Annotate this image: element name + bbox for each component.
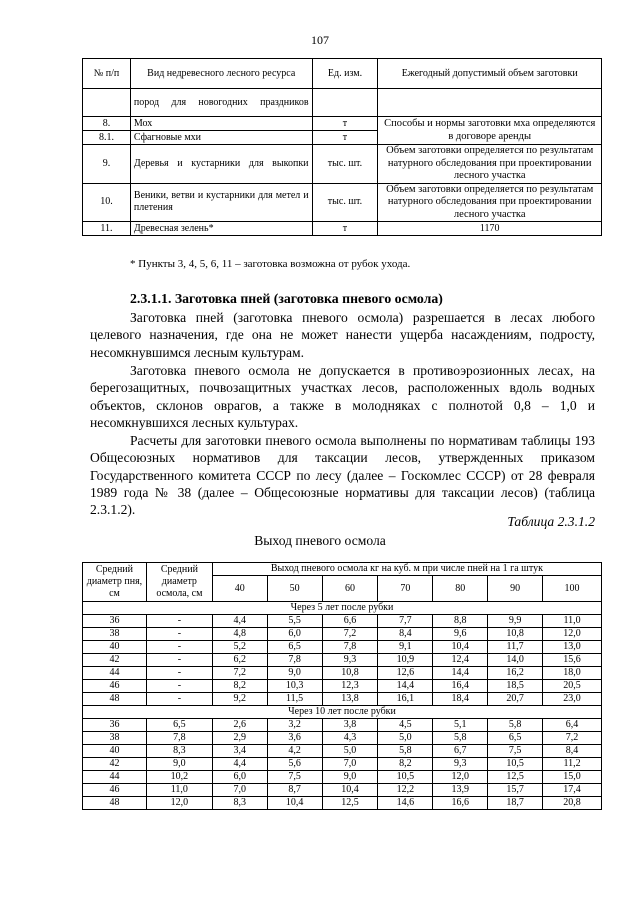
table-cell: - [146, 628, 212, 641]
table-cell: 5,8 [433, 732, 488, 745]
table-cell: - [146, 654, 212, 667]
col-header-resin-diameter: Средний диаметр осмола, см [146, 563, 212, 602]
table-cell: 13,8 [322, 693, 378, 706]
table-cell: Мох [130, 117, 312, 131]
table-cell: 18,4 [433, 693, 488, 706]
table-cell: - [146, 680, 212, 693]
table-cell: 20,8 [543, 797, 602, 810]
table-cell: 44 [83, 667, 147, 680]
table-cell: 6,0 [212, 771, 267, 784]
table-cell: 3,8 [322, 719, 378, 732]
table-label: Таблица 2.3.1.2 [507, 514, 595, 529]
table-cell: 9,0 [146, 758, 212, 771]
table-cell: 4,2 [267, 745, 322, 758]
table-cell: 8,8 [433, 615, 488, 628]
table-cell: 16,4 [433, 680, 488, 693]
table-row [83, 797, 602, 810]
table-cell: 14,0 [488, 654, 543, 667]
table-cell: 3,4 [212, 745, 267, 758]
table-cell: 7,5 [267, 771, 322, 784]
table-row [83, 784, 602, 797]
table-cell: 9,9 [488, 615, 543, 628]
table-cell: 12,2 [378, 784, 433, 797]
table-cell: 38 [83, 628, 147, 641]
table-cell: 18,7 [488, 797, 543, 810]
table-cell: 7,0 [322, 758, 378, 771]
table-cell: 1170 [378, 222, 602, 236]
table-cell: 10,4 [433, 641, 488, 654]
table-cell: 7,8 [267, 654, 322, 667]
table-title: Выход пневого осмола [254, 533, 386, 548]
table-cell: 42 [83, 758, 147, 771]
table-cell: 18,0 [543, 667, 602, 680]
col-header-count: 50 [267, 576, 322, 602]
page-number: 107 [311, 33, 329, 47]
paragraph: Заготовка пневого осмола не допускается в противоэрозионных лесах, на берегозащитных, почвозащитных участках лесов, расположенных вдоль водных объектов, склонов оврагов, а также в молодняках с полнотой 0,8 – 1,0 и несомкнувшихся лесных культурах. [90, 363, 595, 430]
table-cell: 9,3 [433, 758, 488, 771]
footnote: * Пункты 3, 4, 5, 6, 11 – заготовка возможна от рубок ухода. [130, 258, 411, 270]
table-cell: 9,2 [212, 693, 267, 706]
table-cell: 8,2 [212, 680, 267, 693]
table-cell: 14,6 [378, 797, 433, 810]
table-cell: - [146, 667, 212, 680]
table-row [83, 667, 602, 680]
table-cell: 8,3 [146, 745, 212, 758]
table-cell: 12,5 [322, 797, 378, 810]
table-cell: 6,0 [267, 628, 322, 641]
table-cell: 6,5 [146, 719, 212, 732]
table-cell: 7,7 [378, 615, 433, 628]
col-header-count: 80 [433, 576, 488, 602]
table-cell: 3,2 [267, 719, 322, 732]
table-cell: 5,0 [322, 745, 378, 758]
table-cell: 18,5 [488, 680, 543, 693]
table-cell: 14,4 [433, 667, 488, 680]
table-cell: 9,3 [322, 654, 378, 667]
table-cell: 9. [83, 145, 131, 184]
table-cell: 11,2 [543, 758, 602, 771]
table-cell: 11,0 [543, 615, 602, 628]
table-cell: 6,5 [267, 641, 322, 654]
table-cell: 2,6 [212, 719, 267, 732]
col-header-volume: Ежегодный допустимый объем заготовки [378, 59, 602, 89]
table-row [83, 745, 602, 758]
table-cell: 6,4 [543, 719, 602, 732]
table-cell: 9,0 [322, 771, 378, 784]
col-header-count: 70 [378, 576, 433, 602]
col-header-unit: Ед. изм. [312, 59, 378, 89]
table-cell: 14,4 [378, 680, 433, 693]
table-cell: 12,0 [433, 771, 488, 784]
table-cell: 20,7 [488, 693, 543, 706]
table-cell: 5,8 [378, 745, 433, 758]
col-header-count: 40 [212, 576, 267, 602]
table-row [83, 654, 602, 667]
table-cell: 13,9 [433, 784, 488, 797]
table-cell: т [312, 131, 378, 145]
table-cell: 10,9 [378, 654, 433, 667]
table-cell: - [146, 693, 212, 706]
table-cell: 7,2 [322, 628, 378, 641]
table-cell: тыс. шт. [312, 145, 378, 184]
col-header-count: 90 [488, 576, 543, 602]
table-cell: 10,8 [488, 628, 543, 641]
table-cell: 12,4 [433, 654, 488, 667]
table-cell: 6,7 [433, 745, 488, 758]
table-cell: 7,8 [146, 732, 212, 745]
col-header-stump-diameter: Средний диаметр пня, см [83, 563, 147, 602]
table-cell: Способы и нормы заготовки мха определяются в договоре аренды [378, 117, 602, 145]
table-cell: 8,4 [543, 745, 602, 758]
table-cell: 10. [83, 183, 131, 222]
col-header-resource: Вид недревесного лесного ресурса [130, 59, 312, 89]
table-cell: 44 [83, 771, 147, 784]
table-cell: 10,5 [378, 771, 433, 784]
col-header-group: Выход пневого осмола кг на куб. м при числе пней на 1 га штук [212, 563, 601, 576]
table-cell: 36 [83, 615, 147, 628]
table-cell: 10,2 [146, 771, 212, 784]
table-cell: 8,7 [267, 784, 322, 797]
paragraph: Заготовка пней (заготовка пневого осмола) разрешается в лесах любого целевого назначения, где она не может нанести ущерба насаждениям, подросту, несомкнувшимся лесным культурам. [90, 310, 595, 360]
table-cell: 40 [83, 745, 147, 758]
table-cell: тыс. шт. [312, 183, 378, 222]
table-cell: 7,5 [488, 745, 543, 758]
col-header-num: № п/п [83, 59, 131, 89]
table-cell: 5,1 [433, 719, 488, 732]
table-cell: 12,5 [488, 771, 543, 784]
section-row-title: Через 5 лет после рубки [83, 602, 602, 615]
table-cell: 7,0 [212, 784, 267, 797]
table-cell: 12,3 [322, 680, 378, 693]
resources-table [82, 58, 602, 236]
table-cell: 8.1. [83, 131, 131, 145]
table-cell: 5,6 [267, 758, 322, 771]
table-cell: 10,3 [267, 680, 322, 693]
table-cell: 7,8 [322, 641, 378, 654]
table-cell: 46 [83, 680, 147, 693]
table-cell: - [146, 615, 212, 628]
table-cell: 46 [83, 784, 147, 797]
table-cell: 9,0 [267, 667, 322, 680]
table-cell: 13,0 [543, 641, 602, 654]
table-cell: 5,2 [212, 641, 267, 654]
table-cell: 10,4 [322, 784, 378, 797]
stump-resin-table [82, 562, 602, 810]
table-cell [83, 89, 131, 117]
table-cell: т [312, 222, 378, 236]
table-cell: Объем заготовки определяется по результатам натурного обследования при проектировании лесного участка [378, 183, 602, 222]
table-cell: 3,6 [267, 732, 322, 745]
table-cell: Древесная зелень* [130, 222, 312, 236]
table-cell: 20,5 [543, 680, 602, 693]
table-cell: 7,2 [543, 732, 602, 745]
table-cell: 11,5 [267, 693, 322, 706]
table-cell: 4,4 [212, 758, 267, 771]
table-cell: 12,0 [543, 628, 602, 641]
table-row [83, 693, 602, 706]
table-cell: 38 [83, 732, 147, 745]
table-cell [312, 89, 378, 117]
paragraph: Расчеты для заготовки пневого осмола выполнены по нормативам таблицы 193 Общесоюзных нормативов для таксации лесов, утвержденных приказом Государственного комитета СССР по лесу (далее – Госкомлес СССР) от 28 февраля 1989 года № 38 (далее – Общесоюзные нормативы для таксации лесов) (таблица 2.3.1.2). [90, 433, 595, 518]
table-cell: 10,5 [488, 758, 543, 771]
table-row [83, 615, 602, 628]
table-cell: 16,2 [488, 667, 543, 680]
table-cell: 15,7 [488, 784, 543, 797]
table-cell: 6,6 [322, 615, 378, 628]
table-cell: 48 [83, 797, 147, 810]
table-cell: Объем заготовки определяется по результатам натурного обследования при проектировании лесного участка [378, 145, 602, 184]
table-cell: 17,4 [543, 784, 602, 797]
table-cell: 12,0 [146, 797, 212, 810]
table-cell: Сфагновые мхи [130, 131, 312, 145]
table-row [83, 719, 602, 732]
table-cell: 6,2 [212, 654, 267, 667]
table-row [83, 771, 602, 784]
table-cell: 36 [83, 719, 147, 732]
table-cell: пород для новогодних праздников [130, 89, 312, 117]
table-cell: 6,5 [488, 732, 543, 745]
table-cell: 15,0 [543, 771, 602, 784]
table-cell: 11,7 [488, 641, 543, 654]
table-cell: 10,4 [267, 797, 322, 810]
table-cell: 40 [83, 641, 147, 654]
table-row [83, 641, 602, 654]
table-row [83, 732, 602, 745]
table-cell: Веники, ветви и кустарники для метел и плетения [130, 183, 312, 222]
table-cell: 5,8 [488, 719, 543, 732]
table-cell: 15,6 [543, 654, 602, 667]
section-heading: 2.3.1.1. Заготовка пней (заготовка пневого осмола) [130, 291, 443, 306]
table-cell: 23,0 [543, 693, 602, 706]
table-cell: 4,4 [212, 615, 267, 628]
table-cell: 8,2 [378, 758, 433, 771]
table-cell: 12,6 [378, 667, 433, 680]
table-cell: 8,4 [378, 628, 433, 641]
table-cell: 11. [83, 222, 131, 236]
table-cell: 8,3 [212, 797, 267, 810]
table-cell: 48 [83, 693, 147, 706]
table-cell: 4,3 [322, 732, 378, 745]
table-cell: 9,1 [378, 641, 433, 654]
table-cell: 5,5 [267, 615, 322, 628]
table-cell: 16,1 [378, 693, 433, 706]
table-cell: 4,5 [378, 719, 433, 732]
col-header-count: 100 [543, 576, 602, 602]
table-cell: 7,2 [212, 667, 267, 680]
table-cell: т [312, 117, 378, 131]
table-cell: 11,0 [146, 784, 212, 797]
table-row [83, 628, 602, 641]
col-header-count: 60 [322, 576, 378, 602]
table-cell: 5,0 [378, 732, 433, 745]
table-cell: 42 [83, 654, 147, 667]
table-cell: 2,9 [212, 732, 267, 745]
table-cell: Деревья и кустарники для выкопки [130, 145, 312, 184]
table-row [83, 758, 602, 771]
table-cell: 4,8 [212, 628, 267, 641]
section-row-title: Через 10 лет после рубки [83, 706, 602, 719]
table-cell: 10,8 [322, 667, 378, 680]
table-cell: 16,6 [433, 797, 488, 810]
table-row [83, 680, 602, 693]
table-cell [378, 89, 602, 117]
table-cell: - [146, 641, 212, 654]
table-cell: 8. [83, 117, 131, 131]
table-cell: 9,6 [433, 628, 488, 641]
